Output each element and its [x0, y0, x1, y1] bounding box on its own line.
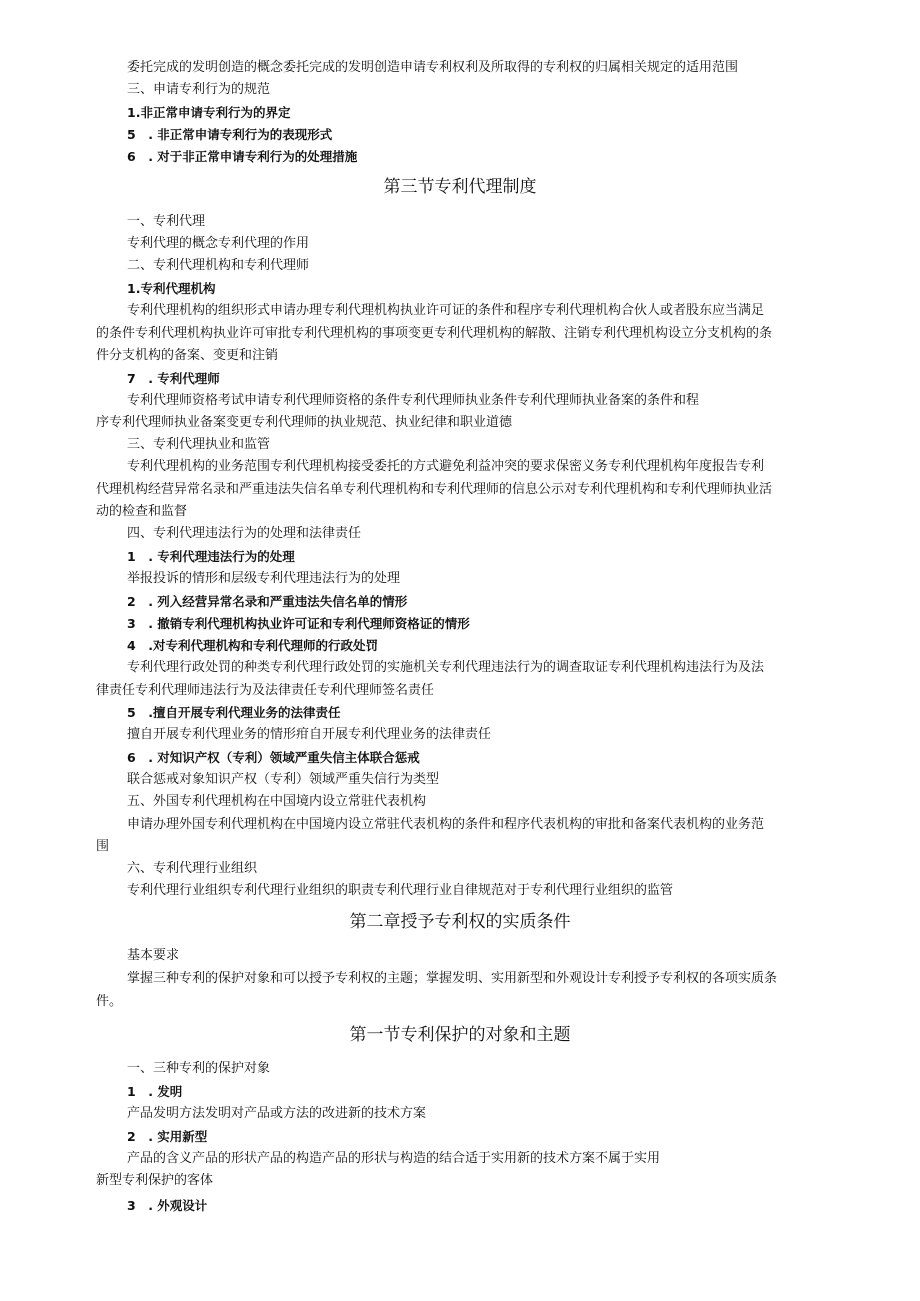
text-line: 擅自开展专利代理业务的情形疳自开展专利代理业务的法律责任	[127, 727, 492, 742]
item-heading: 1.专利代理机构	[127, 281, 216, 296]
text-line: 动的检查和监督	[96, 504, 188, 519]
text-line: 代理机构经营异常名录和严重违法失信名单专利代理机构和专利代理师的信息公示对专利代理机构和专利代理师执业活	[96, 482, 773, 497]
item-heading: 6 . 对于非正常申请专利行为的处理措施	[127, 149, 358, 164]
text-line: 专利代理师资格考试申请专利代理师资格的条件专利代理师执业条件专利代理师执业备案的条件和程	[127, 393, 700, 408]
text-line: 件分支机构的备案、变更和注销	[96, 348, 279, 363]
text-line: 新型专利保护的客体	[96, 1173, 214, 1188]
item-heading: 1 . 专利代理违法行为的处理	[127, 549, 295, 564]
item-heading: 2 . 列入经营异常名录和严重违法失信名单的情形	[127, 594, 408, 609]
section-heading: 三、申请专利行为的规范	[127, 82, 271, 97]
item-heading: 6 . 对知识产权（专利）领域严重失信主体联合惩戒	[127, 750, 420, 765]
item-heading: 3 . 外观设计	[127, 1198, 208, 1213]
text-line: 举报投诉的情形和层级专利代理违法行为的处理	[127, 571, 401, 586]
item-heading: 4 .对专利代理机构和专利代理师的行政处罚	[127, 638, 378, 653]
text-line: 产品发明方法发明对产品或方法的改进新的技术方案	[127, 1106, 427, 1121]
text-line: 律责任专利代理师违法行为及法律责任专利代理师签名责任	[96, 683, 435, 698]
text-line: 序专利代理师执业备案变更专利代理师的执业规范、执业纪律和职业道德	[96, 415, 513, 430]
text-line: 专利代理机构的业务范围专利代理机构接受委托的方式避免利益冲突的要求保密义务专利代理机构年度报告专利	[127, 459, 765, 474]
section-heading: 二、专利代理机构和专利代理师	[127, 258, 310, 273]
section-heading: 基本要求	[127, 948, 180, 963]
item-heading: 2 . 实用新型	[127, 1129, 208, 1144]
text-line: 件。	[96, 994, 123, 1009]
section-title: 第三节专利代理制度	[383, 177, 537, 197]
section-heading: 五、外国专利代理机构在中国境内设立常驻代表机构	[127, 794, 427, 809]
item-heading: 1.非正常申请专利行为的界定	[127, 105, 291, 120]
section-heading: 三、专利代理执业和监管	[127, 437, 271, 452]
text-line: 联合惩戒对象知识产权（专利）领域严重失信行为类型	[127, 772, 440, 787]
item-heading: 3 . 撤销专利代理机构执业许可证和专利代理师资格证的情形	[127, 616, 470, 631]
text-line: 专利代理行政处罚的种类专利代理行政处罚的实施机关专利代理违法行为的调查取证专利代理机构违法行为及法	[127, 660, 765, 675]
text-line: 专利代理行业组织专利代理行业组织的职责专利代理行业自律规范对于专利代理行业组织的监管	[127, 883, 674, 898]
text-line: 掌握三种专利的保护对象和可以授予专利权的主题；掌握发明、实用新型和外观设计专利授予专利权的各项实质条	[127, 971, 778, 986]
section-heading: 一、三种专利的保护对象	[127, 1061, 271, 1076]
text-line: 围	[96, 839, 110, 854]
text-line: 产品的含义产品的形状产品的构造产品的形状与构造的结合适于实用新的技术方案不属于实用	[127, 1151, 661, 1166]
text-line: 的条件专利代理机构执业许可审批专利代理机构的事项变更专利代理机构的解散、注销专利代理机构设立分支机构的条	[96, 326, 773, 341]
item-heading: 5 . 非正常申请专利行为的表现形式	[127, 127, 333, 142]
section-heading: 一、专利代理	[127, 214, 206, 229]
text-line: 申请办理外国专利代理机构在中国境内设立常驻代表机构的条件和程序代表机构的审批和备案代表机构的业务范	[127, 817, 765, 832]
section-title: 第一节专利保护的对象和主题	[349, 1025, 571, 1045]
text-line: 专利代理的概念专利代理的作用	[127, 236, 310, 251]
text-line: 专利代理机构的组织形式申请办理专利代理机构执业许可证的条件和程序专利代理机构合伙人或者股东应当满足	[127, 303, 765, 318]
section-heading: 六、专利代理行业组织	[127, 861, 258, 876]
item-heading: 1 . 发明	[127, 1084, 183, 1099]
chapter-title: 第二章授予专利权的实质条件	[349, 912, 571, 932]
section-heading: 四、专利代理违法行为的处理和法律责任	[127, 526, 362, 541]
text-line: 委托完成的发明创造的概念委托完成的发明创造申请专利权利及所取得的专利权的归属相关规定的适用范围	[127, 60, 739, 75]
item-heading: 5 .擅自开展专利代理业务的法律责任	[127, 705, 341, 720]
item-heading: 7 . 专利代理师	[127, 371, 220, 386]
